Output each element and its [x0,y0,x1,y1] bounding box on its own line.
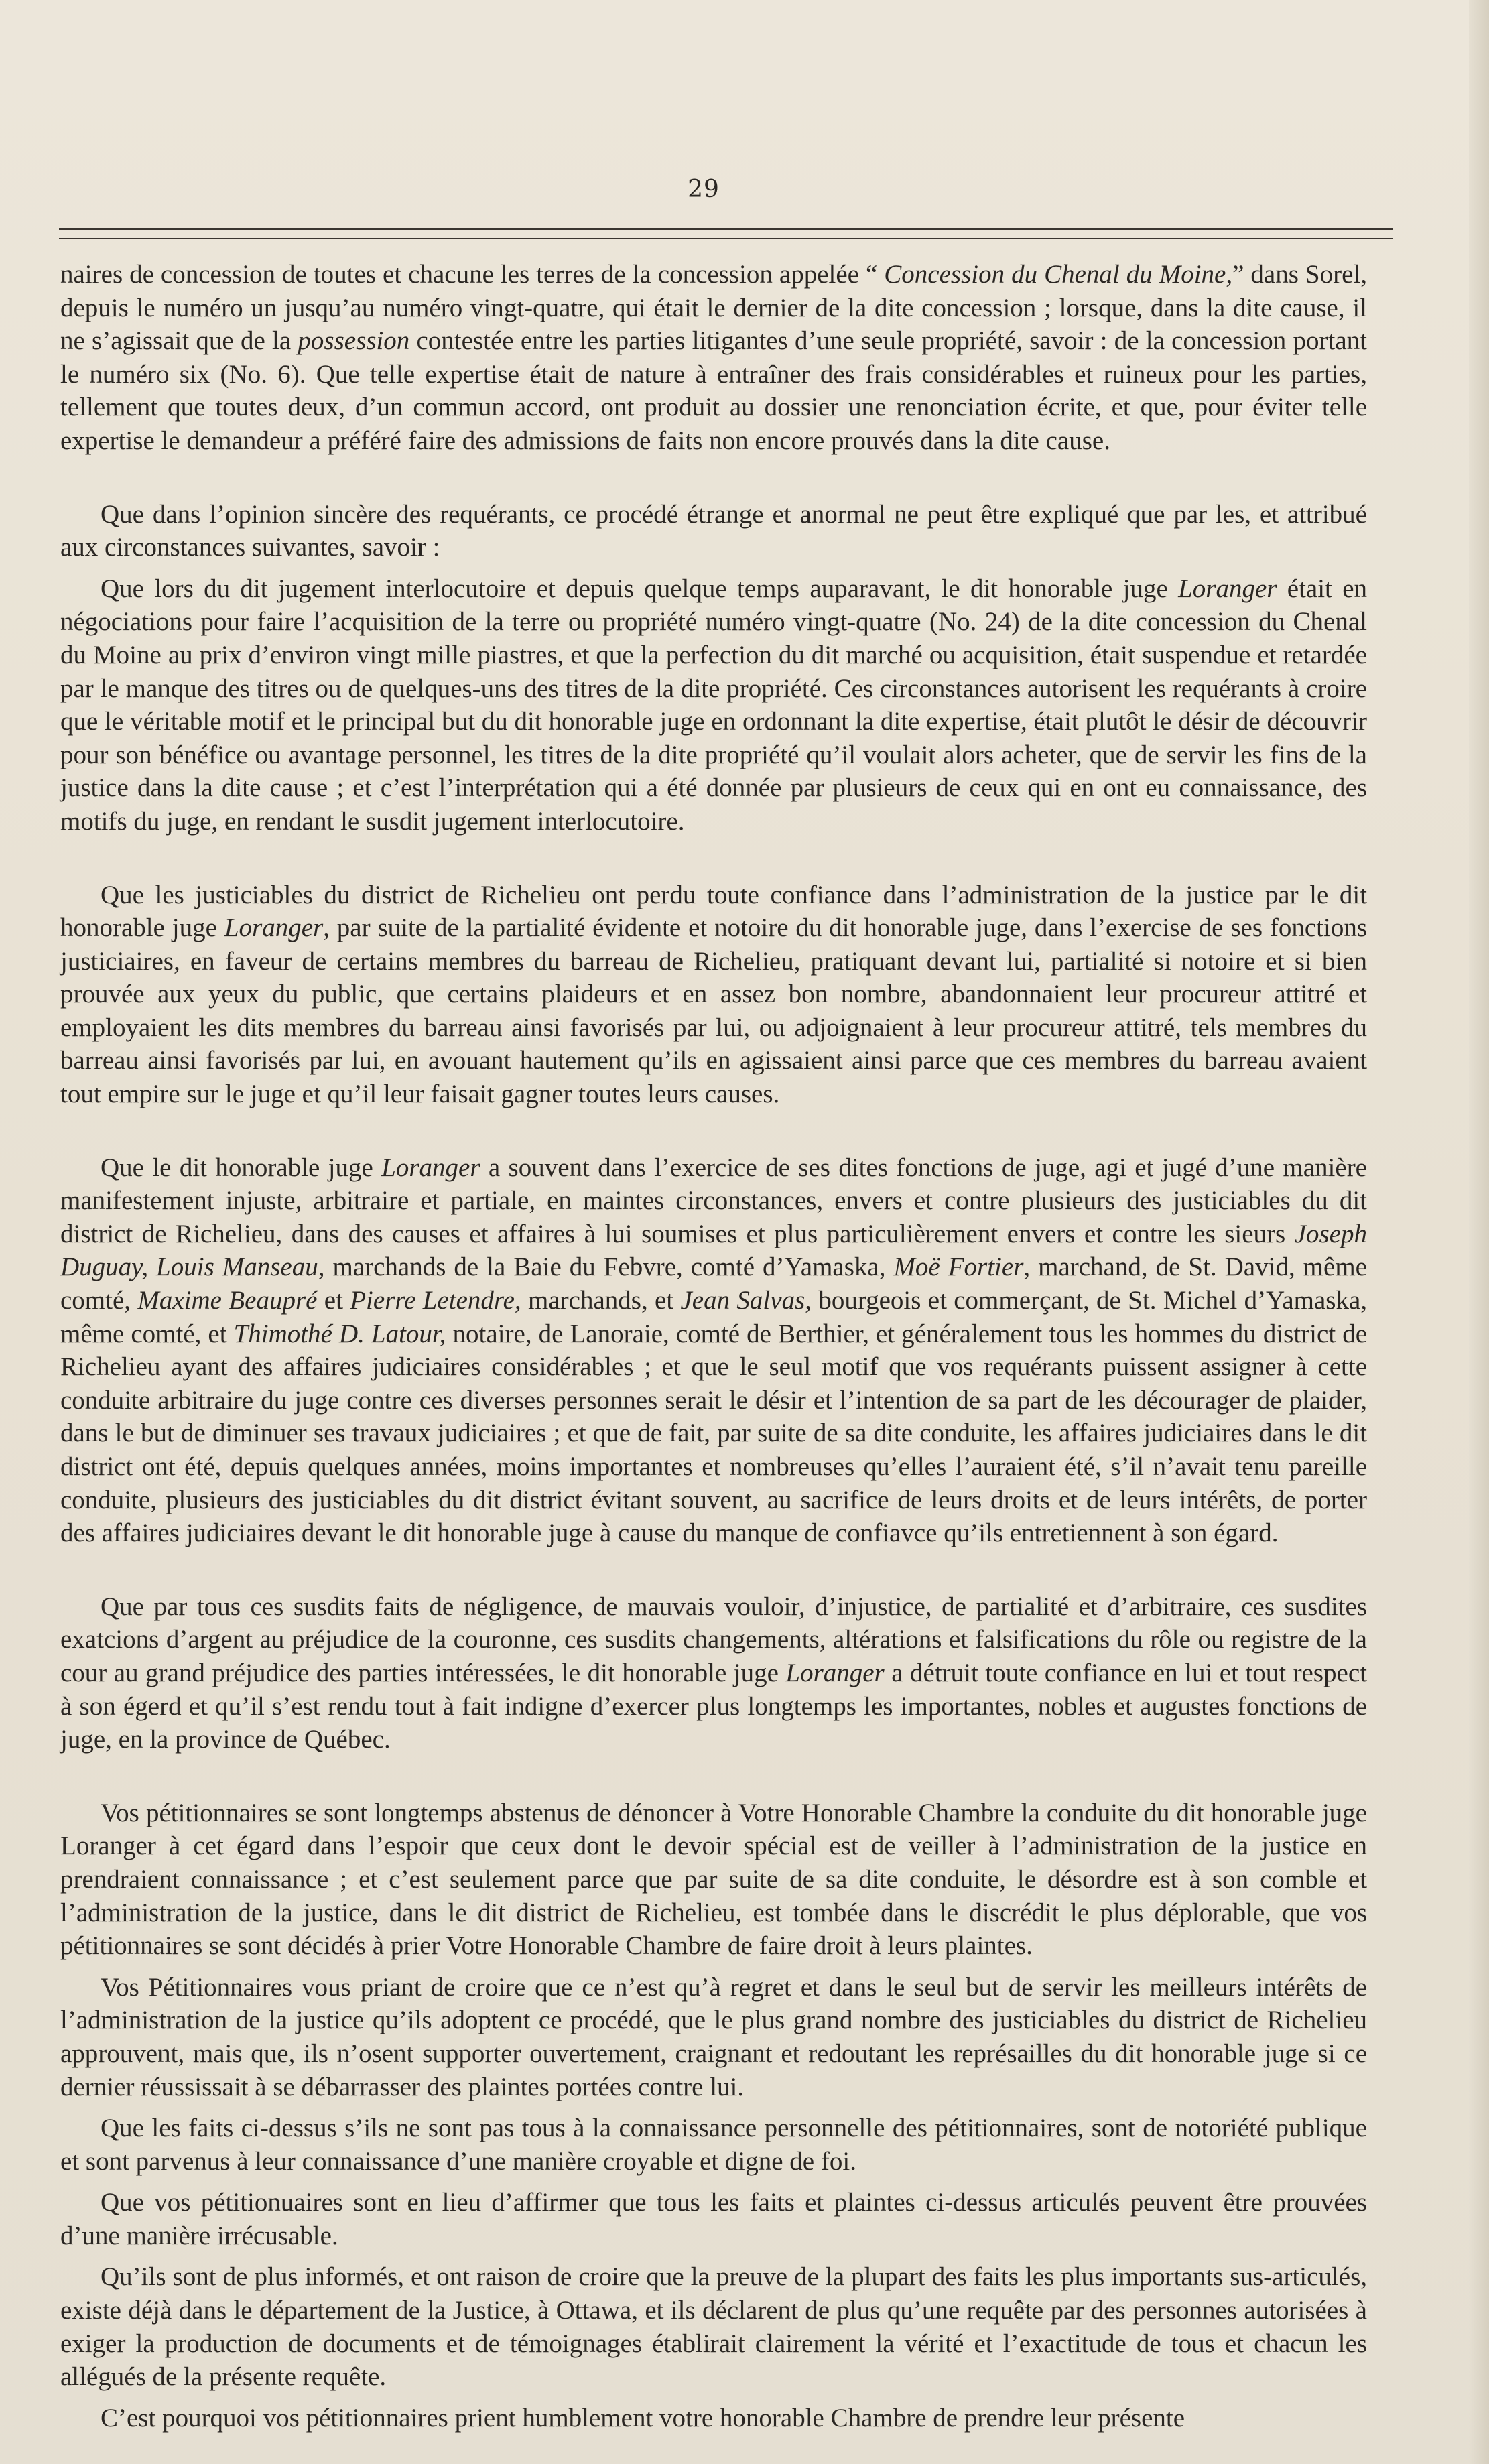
body-text [60,258,1367,2435]
italic-name: Loranger [224,913,324,943]
italic-name: Jean Salvas, [680,1286,812,1315]
text-run: , marchand, de St. David, même comté, [60,1252,1367,1315]
page-edge-shadow [1469,0,1489,2464]
text-run: était en négociations pour faire l’acquisition de la terre ou propriété numéro vingt-quatre (No. 24) de la dite concession du Chenal du Moine au prix d’environ vingt mille piastres, et que la perfection du dit marché ou acquisition, était suspendue et retardée par le manque des titres ou de quelques-uns des titres de la dite propriété. Ces circonstances autorisent les requérants à croire que le véritable motif et le principal but du dit honorable juge en ordonnant la dite expertise, était plutôt le désir de découvrir pour son bénéfice ou avantage personnel, les titres de la dite propriété qu’il voulait alors acheter, que de servir les fins de la justice dans la dite cause ; et c’est l’interprétation qui a été donnée par plusieurs de ceux qui en ont eu connaissance, des motifs du juge, en rendant le susdit jugement interlocutoire. [60,574,1367,836]
paragraph [60,2260,1367,2393]
italic-name: Joseph Duguay, Louis Manseau, [60,1219,1367,1282]
paragraph [60,2112,1367,2178]
text-run: Que les faits ci-dessus s’ils ne sont pas tous à la connaissance personnelle des pétitionnaires, sont de notoriété publique et sont parvenus à leur connaissance d’une manière croyable et digne de foi. [60,2114,1367,2176]
paragraph [60,572,1367,838]
paragraph [60,2402,1367,2435]
italic-name: possession [298,326,410,356]
text-run: bourgeois et commerçant, de St. Michel d’Yamaska, même comté, et [60,1286,1368,1348]
italic-name: Concession du Chenal du Moine, [884,260,1233,289]
paragraph-continuation [60,258,1367,458]
text-run: Vos pétitionnaires se sont longtemps abstenus de dénoncer à Votre Honorable Chambre la conduite du dit honorable juge Loranger à cet égard dans l’espoir que ceux dont le devoir spécial est de veiller à l’administration de la justice en prendraient connaissance ; et c’est seulement parce que par suite de sa dite conduite, le désordre est à son comble et l’administration de la justice, dans le dit district de Richelieu, est tombée dans le discrédit le plus déplorable, que vos pétitionnaires se sont décidés à prier Votre Honorable Chambre de faire droit à leurs plaintes. [60,1798,1367,1961]
italic-name: Loranger [381,1153,480,1182]
paragraph [60,1590,1367,1756]
paragraph [60,2186,1367,2252]
text-run: Que le dit honorable juge [101,1153,382,1182]
text-run: Que vos pétitionuaires sont en lieu d’affirmer que tous les faits et plaintes ci-dessus articulés peuvent être prouvées d’une manière irrécusable. [60,2188,1367,2250]
italic-name: Moë Fortier [893,1252,1024,1282]
paragraph [60,1797,1367,1963]
page-number: 29 [688,176,720,203]
italic-name: Loranger [1178,574,1277,603]
text-run: contestée entre les parties litigantes d’une seule propriété, savoir : de la concession portant le numéro six (No. 6). Que telle expertise était de nature à entraîner des frais considérables et ruineux pour les parties, tellement que toutes deux, d’un commun accord, ont produit au dossier une renonciation écrite, et que, pour éviter telle expertise le demandeur a préféré faire des admissions de faits non encore prouvés dans la dite cause. [60,326,1367,455]
text-run: Que les justiciables du district de Richelieu ont perdu toute confiance dans l’administration de la justice par le dit honorable juge [60,880,1367,943]
text-run: Que lors du dit jugement interlocutoire et depuis quelque temps auparavant, le dit honorable juge [101,574,1179,603]
italic-name: Pierre Letendre, [350,1286,521,1315]
text-run: marchands, et [521,1286,681,1315]
text-run: Vos Pétitionnaires vous priant de croire que ce n’est qu’à regret et dans le seul but de servir les meilleurs intérêts de l’administration de la justice qu’ils adoptent ce procédé, que le plus grand nombre des justiciables du district de Richelieu approuvent, mais que, ils n’osent supporter ouvertement, craignant et redoutant les représailles du dit honorable juge si ce dernier réussissait à se débarrasser des plaintes portées contre lui. [60,1972,1367,2101]
text-run: a détruit toute confiance en lui et tout respect à son égerd et qu’il s’est rendu tout à fait indigne d’exercer plus longtemps les importantes, nobles et augustes fonctions de juge, en la province de Québec. [60,1658,1367,1754]
paragraph [60,1151,1367,1550]
text-run: Qu’ils sont de plus informés, et ont raison de croire que la preuve de la plupart des faits les plus importants sus-articulés, existe déjà dans le département de la Justice, à Ottawa, et ils déclarent de plus qu’une requête par des personnes autorisées à exiger la production de documents et de témoignages établirait clairement la vérité et l’exactitude de tous et chacun les allégués de la présente requête. [60,2262,1367,2392]
text-run: marchands de la Baie du Febvre, comté d’Yamaska, [324,1252,894,1282]
text-run: , par suite de la partialité évidente et notoire du dit honorable juge, dans l’exercise de ses fonctions justiciaires, en faveur de certains membres du barreau de Richelieu, pratiquant devant lui, partialité si notoire et si bien prouvée aux yeux du public, que certains plaideurs et en assez bon nombre, abandonnaient leur procureur attitré et employaient les dits membres du barreau ainsi favorisés par lui, ou adjoignaient à leur procureur attitré, tels membres du barreau ainsi favorisés par lui, en avouant hautement qu’ils en agissaient ainsi parce que ces membres du barreau avaient tout empire sur le juge et qu’il leur faisait gagner toutes leurs causes. [60,913,1368,1109]
paragraph [60,498,1367,564]
text-run: et [317,1286,350,1315]
text-run: Que dans l’opinion sincère des requérants, ce procédé étrange et anormal ne peut être expliqué que par les, et attribué aux circonstances suivantes, savoir : [60,499,1367,562]
italic-name: Loranger [785,1658,885,1687]
text-run: Que par tous ces susdits faits de négligence, de mauvais vouloir, d’injustice, de partialité et d’arbitraire, ces susdites exatcions d’argent au préjudice de la couronne, ces susdits changements, altérations et falsifications du rôle ou registre de la cour au grand préjudice des parties intéressées, le dit honorable juge [60,1592,1367,1687]
paragraph [60,1971,1367,2103]
italic-name: Thimothé D. Latour, [233,1319,446,1348]
italic-name: Maxime Beaupré [137,1286,318,1315]
header-rule [59,228,1393,239]
paragraph [60,879,1367,1111]
text-run: a souvent dans l’exercice de ses dites fonctions de juge, agi et jugé d’une manière manifestement injuste, arbitraire et partiale, en maintes circonstances, envers et contre plusieurs des justiciables du dit district de Richelieu, dans des causes et affaires à lui soumises et plus particulièrement envers et contre les sieurs [60,1153,1367,1248]
text-run: naires de concession de toutes et chacune les terres de la concession appelée “ [60,260,885,289]
text-run: notaire, de Lanoraie, comté de Berthier, et généralement tous les hommes du district de Richelieu ayant des affaires judiciaires considérables ; et que le seul motif que vos requérants puissent assigner à cette conduite arbitraire du juge contre ces diverses personnes serait le désir et l’intention de sa part de les décourager de plaider, dans le but de diminuer ses travaux judiciaires ; et que de fait, par suite de sa dite conduite, les affaires judiciaires dans le dit district ont été, depuis quelques années, moins importantes et nombreuses qu’elles l’auraient été, s’il n’avait tenu pareille conduite, plusieurs des justiciables du dit district évitant souvent, au sacrifice de leurs droits et de leurs intérêts, de porter des affaires judiciaires devant le dit honorable juge à cause du manque de confiavce qu’ils entretiennent à son égard. [60,1319,1367,1548]
text-run: C’est pourquoi vos pétitionnaires prient humblement votre honorable Chambre de prendre leur présente [101,2403,1185,2433]
text-run: ” dans Sorel, depuis le numéro un jusqu’au numéro vingt-quatre, qui était le dernier de la dite concession ; lorsque, dans la dite cause, il ne s’agissait que de la [60,260,1367,356]
